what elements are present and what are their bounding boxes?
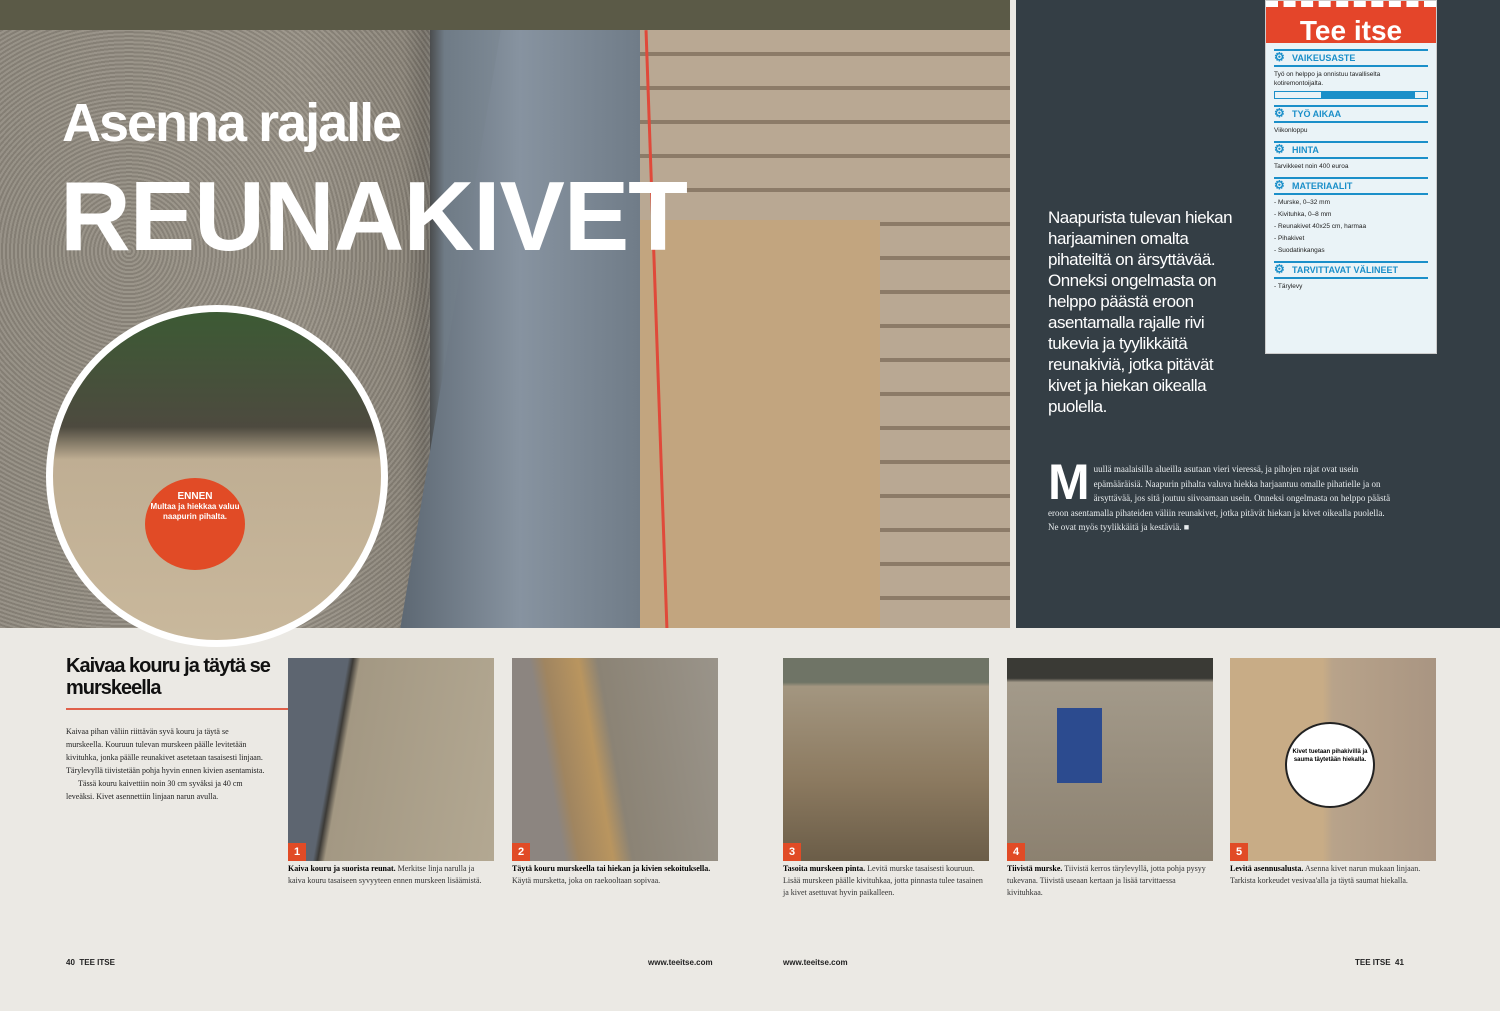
body-paragraph: uullä maalaisilla alueilla asutaan vieri vieressä, ja pihojen rajat ovat usein epämääräisiä. Naapurin pihalta valuva hiekka harjaantuu omalle pihatielle ja on ärsyttävää, jos sitä joutuu siivoamaan usein. Onneksi ongelmasta on helppo päästä eroon asentamalla pihateiden väliin reunakivet, jotka pitävät hiekan ja kivet oikealla puolella. Ne ovat myös tyylikkäitä ja kestäviä. ■ xyxy=(1048,464,1391,532)
section-heading: ⚙ MATERIAALIT xyxy=(1274,177,1428,195)
caption-bold: Levitä asennusalusta. xyxy=(1230,864,1304,873)
plate-compactor xyxy=(1057,708,1102,783)
step-caption-4 xyxy=(1007,863,1212,899)
infobox-difficulty xyxy=(1274,49,1428,99)
hedge xyxy=(0,0,1010,30)
page-number: 40 xyxy=(66,958,75,967)
step-number: 4 xyxy=(1007,843,1025,861)
before-label: ENNEN xyxy=(177,491,213,502)
section-heading: ⚙ TYÖ AIKAA xyxy=(1274,105,1428,123)
tool-item: - Tärylevy xyxy=(1274,283,1303,290)
difficulty-meter xyxy=(1274,91,1428,99)
footer-right xyxy=(1355,958,1404,967)
material-item: - Pihakivet xyxy=(1274,235,1305,242)
heading-rule xyxy=(66,708,288,710)
dropcap: M xyxy=(1048,454,1090,510)
section-heading: ⚙ TARVITTAVAT VÄLINEET xyxy=(1274,261,1428,279)
footer-right-url: www.teeitse.com xyxy=(783,958,848,967)
step-number: 3 xyxy=(783,843,801,861)
caption-text: Asenna kivet narun mukaan linjaan. Tarkista korkeudet vesivaa'alla ja täytä saumat hiekalla. xyxy=(1230,864,1421,885)
step-number: 1 xyxy=(288,843,306,861)
photo-callout: Kivet tuetaan pihakivillä ja sauma täytetään hiekalla. xyxy=(1285,722,1375,808)
title-line1: Asenna rajalle xyxy=(62,93,401,153)
step-caption-1 xyxy=(288,863,493,887)
caption-text: Käytä mursketta, joka on raekooltaan sopivaa. xyxy=(512,876,661,885)
footer-left xyxy=(66,958,115,967)
magazine-name: TEE ITSE xyxy=(79,958,115,967)
infobox-materials xyxy=(1274,177,1428,255)
sand-bed xyxy=(640,220,880,628)
caption-bold: Tiivistä murske. xyxy=(1007,864,1063,873)
title-line2: REUNAKIVET xyxy=(60,161,688,271)
step-photo-2 xyxy=(512,658,718,861)
caption-bold: Kaiva kouru ja suorista reunat. xyxy=(288,864,396,873)
step-caption-3 xyxy=(783,863,988,899)
diy-infobox xyxy=(1265,0,1437,354)
infobox-time xyxy=(1274,105,1428,135)
curb-stones xyxy=(400,30,640,628)
material-item: - Reunakivet 40x25 cm, harmaa xyxy=(1274,223,1367,230)
caption-bold: Tasoita murskeen pinta. xyxy=(783,864,866,873)
infobox-title: Tee itse xyxy=(1266,1,1436,43)
material-item: - Kivituhka, 0–8 mm xyxy=(1274,211,1332,218)
step-caption-2 xyxy=(512,863,717,887)
caption-text: Merkitse linja narulla ja kaiva kouru tasaiseen syvyyteen ennen murskeen lisäämistä. xyxy=(288,864,482,885)
intro-p1: Kaivaa pihan väliin riittävän syvä kouru ja täytä se murskeella. Kouruun tulevan murskeen päälle levitetään kivituhka, jonka päälle reunakivet asetetaan tasaisesti linjaan. Tärylevyllä tiivistetään pohja hyvin ennen kivien asentamista. xyxy=(66,727,265,775)
section-text: Työ on helppo ja onnistuu tavalliselta kotiremontoijalta. xyxy=(1274,71,1381,87)
section-heading: Kaivaa kouru ja täytä se murskeella xyxy=(66,655,270,699)
section-text: Tarvikkeet noin 400 euroa xyxy=(1274,163,1349,170)
step-photo-3 xyxy=(783,658,989,861)
infobox-price xyxy=(1274,141,1428,171)
body-text xyxy=(1048,454,1393,535)
magazine-name: TEE ITSE xyxy=(1355,958,1391,967)
section-heading: ⚙ VAIKEUSASTE xyxy=(1274,49,1428,67)
caption-text: Levitä murske tasaisesti kouruun. Lisää murskeen päälle kivituhkaa, jotta pinnasta tulee tasainen ja kivet asettuvat hyvin paikalleen. xyxy=(783,864,983,897)
footer-left-url: www.teeitse.com xyxy=(648,958,713,967)
section-text: Viikonloppu xyxy=(1274,127,1308,134)
step-caption-5 xyxy=(1230,863,1435,887)
lead-text: Naapurista tulevan hiekan harjaaminen omalta pihateiltä on ärsyttävää. Onneksi ongelmasta on helppo päästä eroon asentamalla rajalle rivi tukevia ja tyylikkäitä reunakiviä, jotka pitävät kivet ja hiekan oikealla puolella. xyxy=(1048,208,1233,416)
caption-bold: Täytä kouru murskeella tai hiekan ja kivien sekoituksella. xyxy=(512,864,711,873)
infobox-tools xyxy=(1274,261,1428,291)
section-intro xyxy=(66,725,266,803)
material-item: - Suodatinkangas xyxy=(1274,247,1325,254)
step-photo-1 xyxy=(288,658,494,861)
before-text: Multaa ja hiekkaa valuu naapurin pihalta. xyxy=(150,502,240,521)
page-number: 41 xyxy=(1395,958,1404,967)
caption-text: Tiivistä kerros tärylevyllä, jotta pohja pysyy tukevana. Tiivistä useaan kertaan ja lisää tarvittaessa kivituhkaa. xyxy=(1007,864,1206,897)
intro-p2: Tässä kouru kaivettiin noin 30 cm syväksi ja 40 cm leveäksi. Kivet asennettiin linjaan narun avulla. xyxy=(66,779,243,801)
before-photo xyxy=(46,305,388,647)
step-photo-4 xyxy=(1007,658,1213,861)
step-number: 5 xyxy=(1230,843,1248,861)
before-bubble xyxy=(145,478,245,570)
step-number: 2 xyxy=(512,843,530,861)
material-item: - Murske, 0–32 mm xyxy=(1274,199,1330,206)
section-heading: ⚙ HINTA xyxy=(1274,141,1428,159)
